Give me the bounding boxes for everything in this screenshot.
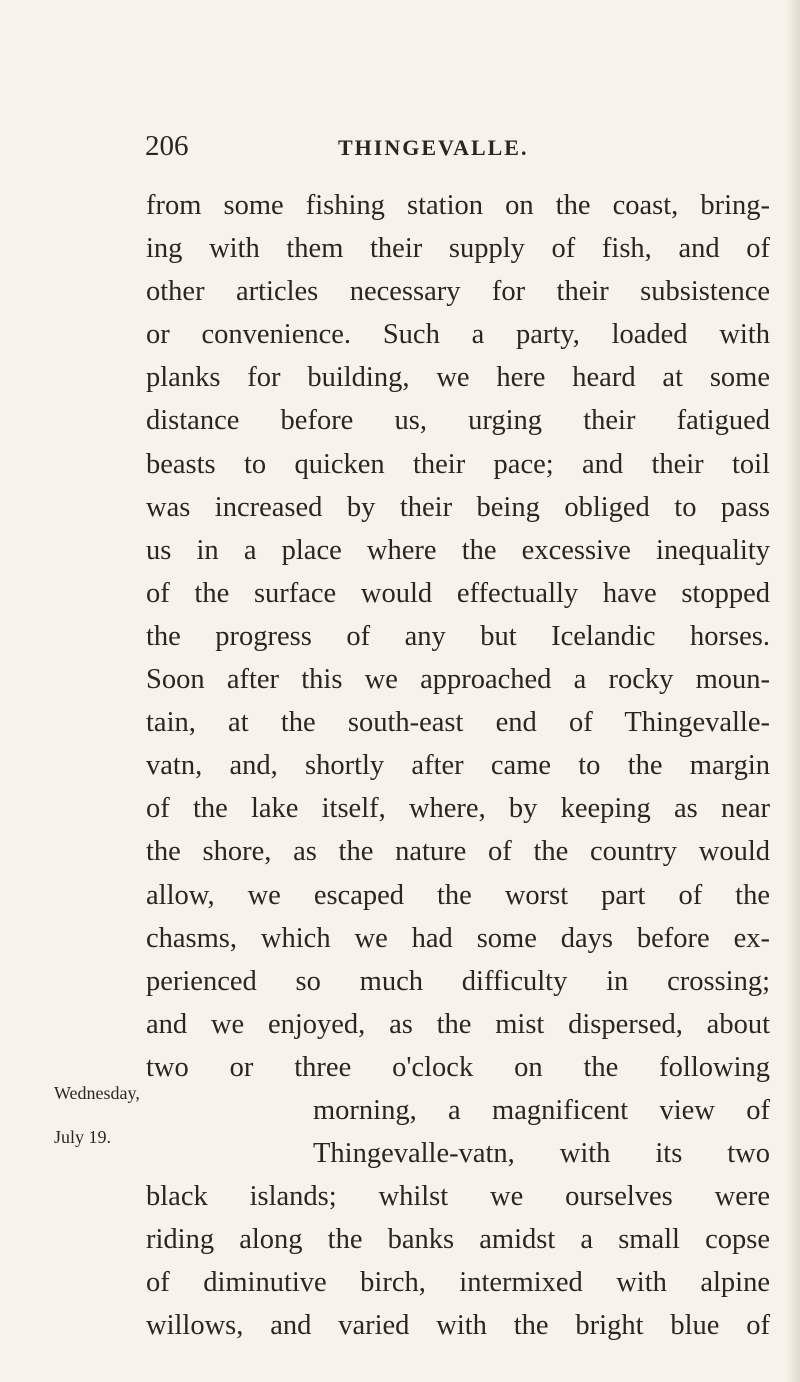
text-line: chasms, which we had some days before ex- xyxy=(146,922,770,954)
text-line: from some fishing station on the coast, bring- xyxy=(146,190,770,221)
text-line: riding along the banks amidst a small copse xyxy=(146,1224,770,1256)
text-line: vatn, and, shortly after came to the margin xyxy=(146,750,770,782)
text-line: the shore, as the nature of the country would xyxy=(146,836,770,868)
text-line: ing with them their supply of fish, and of xyxy=(146,233,770,265)
text-line: and we enjoyed, as the mist dispersed, about xyxy=(146,1008,770,1040)
text-line: was increased by their being obliged to pass xyxy=(146,491,770,523)
text-line: other articles necessary for their subsistence xyxy=(146,276,770,308)
page-header xyxy=(145,126,705,166)
text-line: morning, a magnificent view of xyxy=(313,1094,770,1126)
text-line: us in a place where the excessive inequality xyxy=(146,534,770,566)
body-text xyxy=(146,184,770,1348)
margin-note-date: July 19. xyxy=(54,1127,112,1147)
text-line: the progress of any but Icelandic horses. xyxy=(146,620,770,652)
text-line: two or three o'clock on the following xyxy=(146,1051,770,1083)
text-line: of the lake itself, where, by keeping as near xyxy=(146,793,770,825)
text-line: perienced so much difficulty in crossing; xyxy=(146,965,770,997)
page-number: 206 xyxy=(145,130,189,162)
text-line: of the surface would effectually have stopped xyxy=(146,577,770,609)
running-head: THINGEVALLE. xyxy=(338,135,529,160)
text-line: or convenience. Such a party, loaded with xyxy=(146,319,770,351)
text-line: distance before us, urging their fatigued xyxy=(146,405,770,437)
text-line: planks for building, we here heard at some xyxy=(146,362,770,394)
text-line: allow, we escaped the worst part of the xyxy=(146,879,770,911)
text-line: willows, and varied with the bright blue of xyxy=(146,1310,770,1342)
page-edge-shadow xyxy=(786,0,800,1382)
text-line: beasts to quicken their pace; and their toil xyxy=(146,448,770,480)
text-line: tain, at the south-east end of Thingevalle- xyxy=(146,707,770,739)
text-line: of diminutive birch, intermixed with alpine xyxy=(146,1267,770,1299)
text-line: Thingevalle-vatn, with its two xyxy=(313,1138,770,1170)
text-line: black islands; whilst we ourselves were xyxy=(146,1181,770,1213)
margin-note-day: Wednesday, xyxy=(54,1083,140,1103)
text-line: Soon after this we approached a rocky moun- xyxy=(146,664,770,696)
